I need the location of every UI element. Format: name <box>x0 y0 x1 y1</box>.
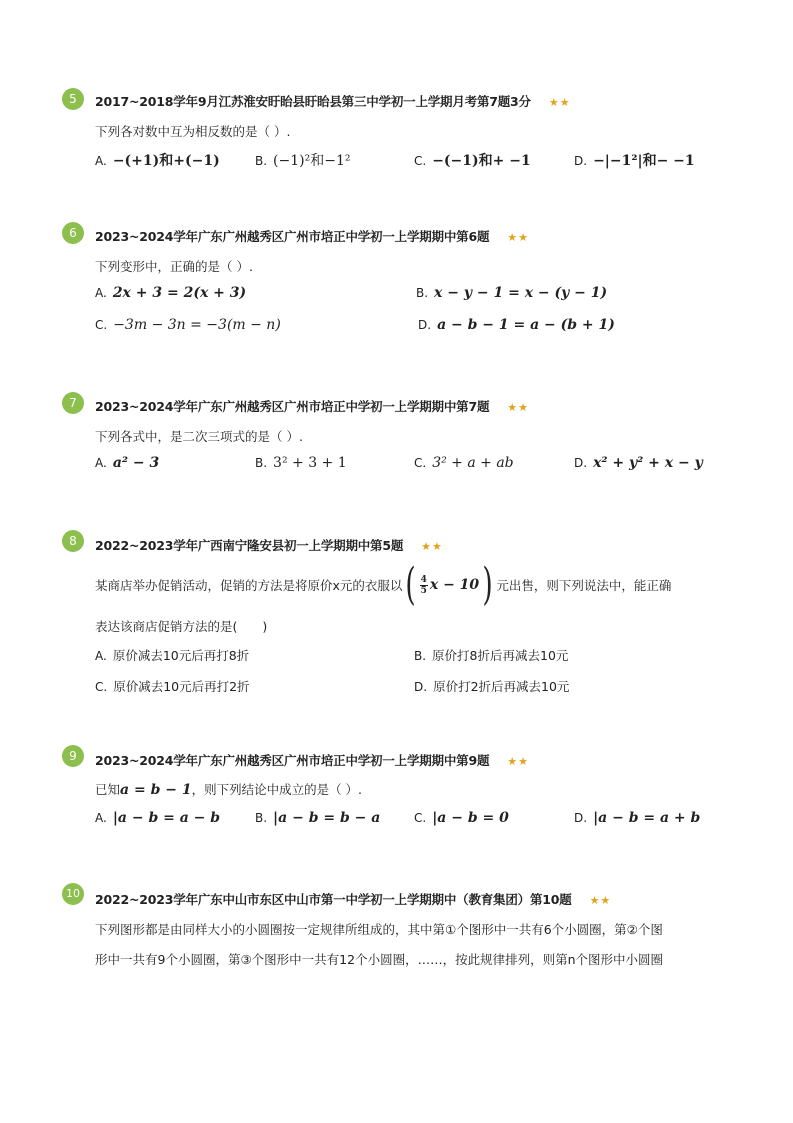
option-text: |a − b = a + b <box>593 810 701 826</box>
option-a[interactable] <box>95 455 159 471</box>
question-number-badge: 7 <box>62 392 84 414</box>
question-number-badge: 8 <box>62 530 84 552</box>
option-text: −(−1)和+ −1 <box>432 153 531 169</box>
option-text: (−1)²和−1² <box>273 153 351 169</box>
difficulty-stars: ★★ <box>421 540 443 553</box>
title-text: 2023~2024学年广东广州越秀区广州市培正中学初一上学期期中第9题 <box>95 753 490 768</box>
option-text: 3² + a + ab <box>432 455 514 471</box>
given-equation: a = b − 1 <box>120 782 192 798</box>
option-letter: B. <box>414 649 427 663</box>
option-text: 原价打8折后再减去10元 <box>432 648 569 663</box>
difficulty-stars: ★★ <box>589 894 612 907</box>
option-d[interactable] <box>574 455 703 471</box>
option-letter: C. <box>414 154 427 168</box>
option-text: −|−1²|和− −1 <box>593 153 695 169</box>
option-letter: B. <box>255 154 268 168</box>
question-source-title <box>95 536 443 554</box>
option-text: |a − b = b − a <box>273 810 381 826</box>
option-text: 原价减去10元后再打8折 <box>112 648 250 663</box>
option-a[interactable] <box>95 810 220 826</box>
difficulty-stars: ★★ <box>507 401 529 414</box>
option-b[interactable] <box>255 455 347 471</box>
option-c[interactable] <box>414 810 509 826</box>
option-letter: A. <box>95 649 107 663</box>
right-paren: ) <box>482 559 493 610</box>
question-stem: 下列变形中，正确的是（ ）. <box>95 259 253 274</box>
question-number-badge: 6 <box>62 222 84 244</box>
option-letter: D. <box>574 456 588 470</box>
question-source-title <box>95 751 529 769</box>
option-a[interactable] <box>95 285 246 301</box>
option-letter: A. <box>95 154 107 168</box>
question-source-title <box>95 397 529 415</box>
option-letter: B. <box>255 811 268 825</box>
title-text: 2023~2024学年广东广州越秀区广州市培正中学初一上学期期中第6题 <box>95 229 490 244</box>
option-letter: D. <box>574 154 588 168</box>
stem-text-pre: 某商店举办促销活动，促销的方法是将原价x元的衣服以 <box>95 578 403 593</box>
title-text: 2022~2023学年广东中山市东区中山市第一中学初一上学期期中（教育集团）第10题 <box>95 892 572 907</box>
option-letter: D. <box>418 318 432 332</box>
option-c[interactable] <box>95 317 281 333</box>
option-text: 原价打2折后再减去10元 <box>433 679 570 694</box>
option-text: a − b − 1 = a − (b + 1) <box>437 317 615 333</box>
option-text: x − y − 1 = x − (y − 1) <box>434 285 608 301</box>
option-letter: C. <box>414 811 427 825</box>
question-number-badge: 10 <box>62 883 84 905</box>
option-letter: C. <box>414 456 427 470</box>
option-a[interactable] <box>95 646 249 664</box>
question-stem <box>95 780 362 798</box>
difficulty-stars: ★★ <box>507 231 529 244</box>
question-stem <box>95 557 671 613</box>
option-text: 3² + 3 + 1 <box>273 455 347 471</box>
option-letter: A. <box>95 456 107 470</box>
fraction-denominator: 5 <box>420 585 427 596</box>
option-text: −(+1)和+(−1) <box>112 153 220 169</box>
left-paren: ( <box>405 559 417 610</box>
question-stem-line2: 表达该商店促销方法的是( ) <box>95 619 268 634</box>
fraction <box>420 575 428 596</box>
option-text: a² − 3 <box>112 455 160 471</box>
option-a[interactable] <box>95 150 220 170</box>
question-stem: 下列各式中，是二次三项式的是（ ）. <box>95 429 303 444</box>
option-text: x² + y² + x − y <box>593 455 703 471</box>
option-text: |a − b = 0 <box>432 810 509 826</box>
option-c[interactable] <box>95 677 250 695</box>
title-text: 2017~2018学年9月江苏淮安盱眙县盱眙县第三中学初一上学期月考第7题3分 <box>95 94 531 109</box>
option-b[interactable] <box>416 285 607 301</box>
option-d[interactable] <box>414 677 569 695</box>
option-letter: A. <box>95 811 107 825</box>
option-d[interactable] <box>574 810 700 826</box>
option-c[interactable] <box>414 150 531 170</box>
option-text: 原价减去10元后再打2折 <box>113 679 250 694</box>
fraction-numerator: 4 <box>420 574 427 585</box>
stem-text-post: 元出售，则下列说法中，能正确 <box>496 578 672 593</box>
difficulty-stars: ★★ <box>548 96 571 109</box>
option-text: |a − b = a − b <box>112 810 221 826</box>
title-text: 2022~2023学年广西南宁隆安县初一上学期期中第5题 <box>95 538 404 553</box>
stem-text-pre: 已知 <box>95 782 121 797</box>
expression: x − 10 <box>429 577 480 593</box>
option-letter: D. <box>414 680 428 694</box>
difficulty-stars: ★★ <box>507 755 529 768</box>
option-c[interactable] <box>414 455 514 471</box>
question-stem: 下列各对数中互为相反数的是（ ）. <box>95 124 291 139</box>
option-letter: C. <box>95 318 108 332</box>
question-number-badge: 9 <box>62 745 84 767</box>
title-text: 2023~2024学年广东广州越秀区广州市培正中学初一上学期期中第7题 <box>95 399 490 414</box>
option-letter: D. <box>574 811 588 825</box>
option-d[interactable] <box>574 150 695 170</box>
option-letter: B. <box>255 456 268 470</box>
question-stem-line1: 下列图形都是由同样大小的小圆圈按一定规律所组成的，其中第①个图形中一共有6个小圆圈，第②个图 <box>95 922 663 937</box>
question-number-badge: 5 <box>62 88 84 110</box>
option-text: −3m − 3n = −3(m − n) <box>113 317 281 333</box>
question-source-title <box>95 92 571 110</box>
option-letter: C. <box>95 680 108 694</box>
question-stem-line2: 形中一共有9个小圆圈，第③个图形中一共有12个小圆圈，……，按此规律排列，则第n个图形中小圆圈 <box>95 952 663 967</box>
question-source-title <box>95 890 611 908</box>
option-d[interactable] <box>418 317 615 333</box>
option-b[interactable] <box>414 646 568 664</box>
option-text: 2x + 3 = 2(x + 3) <box>112 285 247 301</box>
stem-text-post: ，则下列结论中成立的是（ ）. <box>191 782 363 797</box>
question-source-title <box>95 227 529 245</box>
option-letter: B. <box>416 286 429 300</box>
option-letter: A. <box>95 286 107 300</box>
option-b[interactable] <box>255 150 350 170</box>
option-b[interactable] <box>255 810 380 826</box>
